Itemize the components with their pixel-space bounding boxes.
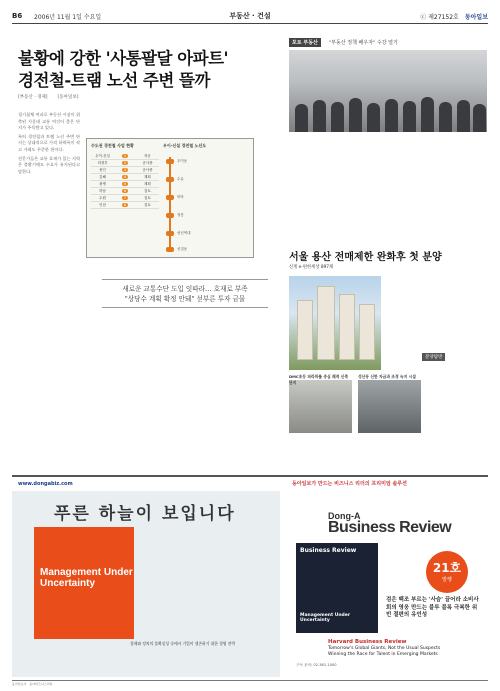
body-paragraph: 특히 경전철과 트램 노선 주변 단지는 상대적으로 가격 하락폭이 작고 거래도 꾸준한 편이다. xyxy=(18,133,80,152)
ad-book-copy: 경제와 정치의 불확실성 속에서 기업이 생존하기 위한 경영 전략 xyxy=(130,641,236,646)
table-row: 인천 8 검토 xyxy=(91,202,159,209)
station-marker xyxy=(166,213,174,218)
header-rule xyxy=(12,23,488,24)
station-marker xyxy=(166,195,174,200)
table-row: 김해 4 계획 xyxy=(91,174,159,181)
ad-right-panel xyxy=(282,491,488,677)
brand-logo: 동아일보 xyxy=(464,13,488,21)
section-title: 부동산 · 건설 xyxy=(229,12,271,20)
station-label: 성신여대 xyxy=(177,231,191,235)
map-table xyxy=(91,153,159,209)
pull-quote-line-2: "상당수 계획 확정 안돼" 섣부른 투자 금물 xyxy=(124,295,246,303)
harvard-title: Harvard Business Review xyxy=(328,639,407,645)
table-row: 하남 6 검토 xyxy=(91,188,159,195)
body-column-2 xyxy=(86,264,170,276)
ad-book-title: Management Under Uncertainty xyxy=(40,567,133,589)
site-photo-right xyxy=(358,380,421,433)
pull-quote-line-1: 새로운 교통수단 도입 잇따라… 호재로 부족 xyxy=(122,285,248,293)
issue-number: ⓒ 제27152호 xyxy=(420,13,459,21)
lecture-photo xyxy=(289,50,487,132)
advertisement[interactable] xyxy=(12,475,488,678)
ad-book-cover xyxy=(34,527,134,639)
section-subline: 신계 e-편한세상 897채 xyxy=(289,265,334,270)
site-photo-left xyxy=(289,380,352,433)
station-label: 신설동 xyxy=(177,247,188,251)
headline-line-2: 경전철-트램 노선 주변 뜰까 xyxy=(18,71,210,90)
headline-line-1: 불황에 강한 '사통팔달 아파트' xyxy=(18,49,229,68)
map-title-right: 우이-신설 경전철 노선도 xyxy=(163,143,207,148)
issue-badge xyxy=(426,551,468,593)
photo-news-tag xyxy=(289,38,398,47)
byline-left: [부동산 · 경제] xyxy=(18,95,48,100)
harvard-line-1: Tomorrow's Global Giants, Not the Usual Suspects xyxy=(328,646,441,651)
table-row: 용인 3 공사중 xyxy=(91,167,159,174)
section-headline: 서울 용산 전매제한 완화후 첫 분양 xyxy=(289,252,442,263)
page-header xyxy=(12,9,488,23)
station-label: 미아 xyxy=(177,195,184,199)
apartment-photo xyxy=(289,276,381,370)
br-title-main: Business xyxy=(328,519,396,536)
caption-left: DMC초등 파라하를 중심 쾌적 신축 단지 xyxy=(289,374,349,385)
ad-footer: 구독 문의: 02-361-1000 xyxy=(296,663,337,667)
rail-line xyxy=(169,157,171,252)
br-cover-title: Business Review xyxy=(300,547,357,554)
map-title-left: 수도권 경전철 사업 현황 xyxy=(91,143,134,148)
station-label: 우이동 xyxy=(177,159,188,163)
page-number: B6 xyxy=(12,12,23,20)
br-title-sub: Review xyxy=(399,519,452,536)
main-headline-block xyxy=(18,48,268,100)
station-marker xyxy=(166,247,174,252)
ad-top-tagline: 동아일보가 만드는 비즈니스 리더의 프리미엄 솔루션 xyxy=(292,481,407,487)
quote-rule-bottom xyxy=(102,307,268,308)
quote-rule-top xyxy=(102,279,268,280)
badge-number: 21호 xyxy=(432,561,462,575)
pull-quote xyxy=(102,284,268,304)
body-paragraph: 전문가들은 교통 호재가 있는 지역은 불황기에도 수요가 유지된다고 말한다. xyxy=(18,155,80,174)
station-marker xyxy=(166,177,174,182)
ad-url[interactable]: www.dongabiz.com xyxy=(18,481,73,487)
badge-unit: 발행 xyxy=(442,577,452,583)
br-copy: 검은 백조 부르는 '사슴' 끌어라 소비사회의 영웅 만드는 블루 블록 극복한 위빈 절편의 유언성 xyxy=(386,597,479,619)
table-row: 광명 5 계획 xyxy=(91,181,159,188)
table-row: 우이-신설 1 착공 xyxy=(91,153,159,160)
caption-right: 성산동 신한 자금과 조경 녹지 시설 xyxy=(358,374,416,379)
table-row: 의정부 2 공사중 xyxy=(91,160,159,167)
byline-right: [동아일보] xyxy=(57,95,79,100)
page-date: 2006년 11월 1일 수요일 xyxy=(34,13,102,21)
station-label: 수유 xyxy=(177,177,184,181)
body-column-1 xyxy=(18,112,80,462)
table-row: 수원 7 검토 xyxy=(91,195,159,202)
station-marker xyxy=(166,159,174,164)
station-marker xyxy=(166,231,174,236)
harvard-line-2: Winning the Race for Talent in Emerging Markets xyxy=(328,652,438,657)
ad-brush-text: 푸른 하늘이 보입니다 xyxy=(54,504,236,524)
map-graphic xyxy=(86,138,254,258)
side-label: 분양탐방 xyxy=(422,353,445,361)
tag-title: "부동산 정책 배우자" 수강 열기 xyxy=(328,40,398,46)
bottom-rule xyxy=(12,680,488,681)
footer-note: 동아일보사 · 동아비즈니스리뷰 xyxy=(12,682,53,686)
br-cover xyxy=(296,543,378,633)
br-title xyxy=(328,519,451,537)
tag-label: 포토 부동산 xyxy=(289,38,321,47)
br-brand: Dong-A xyxy=(328,511,361,521)
byline xyxy=(18,94,268,100)
station-label: 정릉 xyxy=(177,213,184,217)
harvard-lines xyxy=(328,646,440,658)
body-paragraph: 경기침체 여파로 부동산 시장이 위축된 가운데 교통 여건이 좋은 단지가 주목받고 있다. xyxy=(18,112,80,131)
ad-left-panel xyxy=(12,491,280,677)
br-cover-sub: Management Under Uncertainty xyxy=(300,613,351,623)
